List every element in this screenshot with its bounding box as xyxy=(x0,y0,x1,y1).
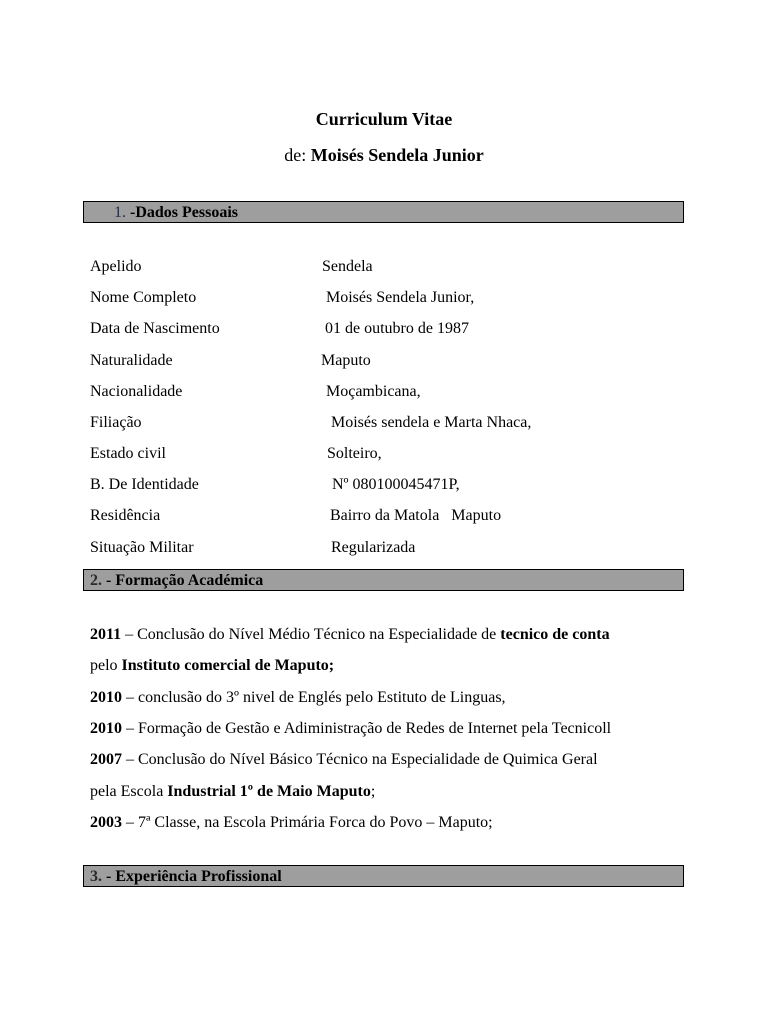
row-value: Moçambicana, xyxy=(326,383,421,400)
row-label: Naturalidade xyxy=(90,352,173,369)
candidate-name: Moisés Sendela Junior xyxy=(310,145,484,165)
education-text: – Formação de Gestão e Adiministração de Redes de Internet pela Tecnicoll xyxy=(122,720,612,737)
personal-row-naturalidade xyxy=(90,352,371,370)
education-text: pela Escola xyxy=(90,783,168,800)
education-year: 2011 xyxy=(90,626,122,643)
education-institution: Industrial 1º de Maio Maputo xyxy=(167,783,371,800)
education-text: – conclusão do 3º nivel de Englés pelo Estituto de Linguas, xyxy=(122,689,506,706)
education-text: pelo xyxy=(90,657,122,674)
education-year: 2010 xyxy=(90,689,122,706)
cv-subtitle xyxy=(0,145,768,166)
personal-row-filiacao xyxy=(90,414,532,432)
education-specialty: tecnico de conta xyxy=(500,626,610,643)
personal-row-estado-civil xyxy=(90,445,382,463)
section-label: -Dados Pessoais xyxy=(126,204,239,221)
subtitle-prefix: de: xyxy=(284,145,311,165)
row-value: Solteiro, xyxy=(327,445,382,462)
row-label: B. De Identidade xyxy=(90,476,199,493)
section-header-experiencia-profissional xyxy=(83,865,684,887)
row-value: 01 de outubro de 1987 xyxy=(325,320,469,337)
section-label: - Formação Académica xyxy=(102,572,264,589)
education-line-2010-english xyxy=(90,689,506,707)
education-line-2007 xyxy=(90,751,598,769)
education-text: – Conclusão do Nível Básico Técnico na Especialidade de Quimica Geral xyxy=(122,751,598,768)
cv-title: Curriculum Vitae xyxy=(315,109,453,129)
row-value: Nº 080100045471P, xyxy=(332,476,460,493)
row-label: Apelido xyxy=(90,258,142,275)
row-value: Maputo xyxy=(321,352,371,369)
row-label: Estado civil xyxy=(90,445,166,462)
education-year: 2003 xyxy=(90,814,122,831)
education-institution: Instituto comercial de Maputo; xyxy=(121,657,335,674)
section-number: 2. xyxy=(90,572,102,589)
personal-row-residencia xyxy=(90,507,502,525)
row-value: Bairro da Matola Maputo xyxy=(330,507,502,524)
education-line-2011-institution xyxy=(90,657,334,675)
row-label: Data de Nascimento xyxy=(90,320,220,337)
education-line-2011 xyxy=(90,626,610,644)
row-label: Nome Completo xyxy=(90,289,197,306)
section-header-formacao-academica xyxy=(83,569,684,591)
section-header-dados-pessoais xyxy=(83,201,684,223)
personal-row-apelido xyxy=(90,258,373,276)
row-value: Moisés Sendela Junior, xyxy=(326,289,475,306)
education-text: – 7ª Classe, na Escola Primária Forca do Povo – Maputo; xyxy=(122,814,493,831)
education-year: 2010 xyxy=(90,720,122,737)
section-number: 3. xyxy=(90,868,102,885)
row-value: Sendela xyxy=(322,258,373,275)
row-label: Nacionalidade xyxy=(90,383,183,400)
row-label: Filiação xyxy=(90,414,142,431)
personal-row-nome-completo xyxy=(90,289,475,307)
education-line-2003 xyxy=(90,814,493,832)
education-text: – Conclusão do Nível Médio Técnico na Especialidade de xyxy=(121,626,501,643)
personal-row-identidade xyxy=(90,476,460,494)
education-line-2010-networks xyxy=(90,720,611,738)
section-label: - Experiência Profissional xyxy=(102,868,282,885)
personal-row-situacao-militar xyxy=(90,539,416,557)
education-year: 2007 xyxy=(90,751,122,768)
personal-row-data-nascimento xyxy=(90,320,469,338)
section-number: 1. xyxy=(114,204,126,221)
education-line-2007-school xyxy=(90,783,375,801)
personal-row-nacionalidade xyxy=(90,383,421,401)
education-text: ; xyxy=(370,783,376,800)
row-value: Moisés sendela e Marta Nhaca, xyxy=(331,414,532,431)
row-label: Residência xyxy=(90,507,161,524)
row-value: Regularizada xyxy=(331,539,416,556)
row-label: Situação Militar xyxy=(90,539,194,556)
